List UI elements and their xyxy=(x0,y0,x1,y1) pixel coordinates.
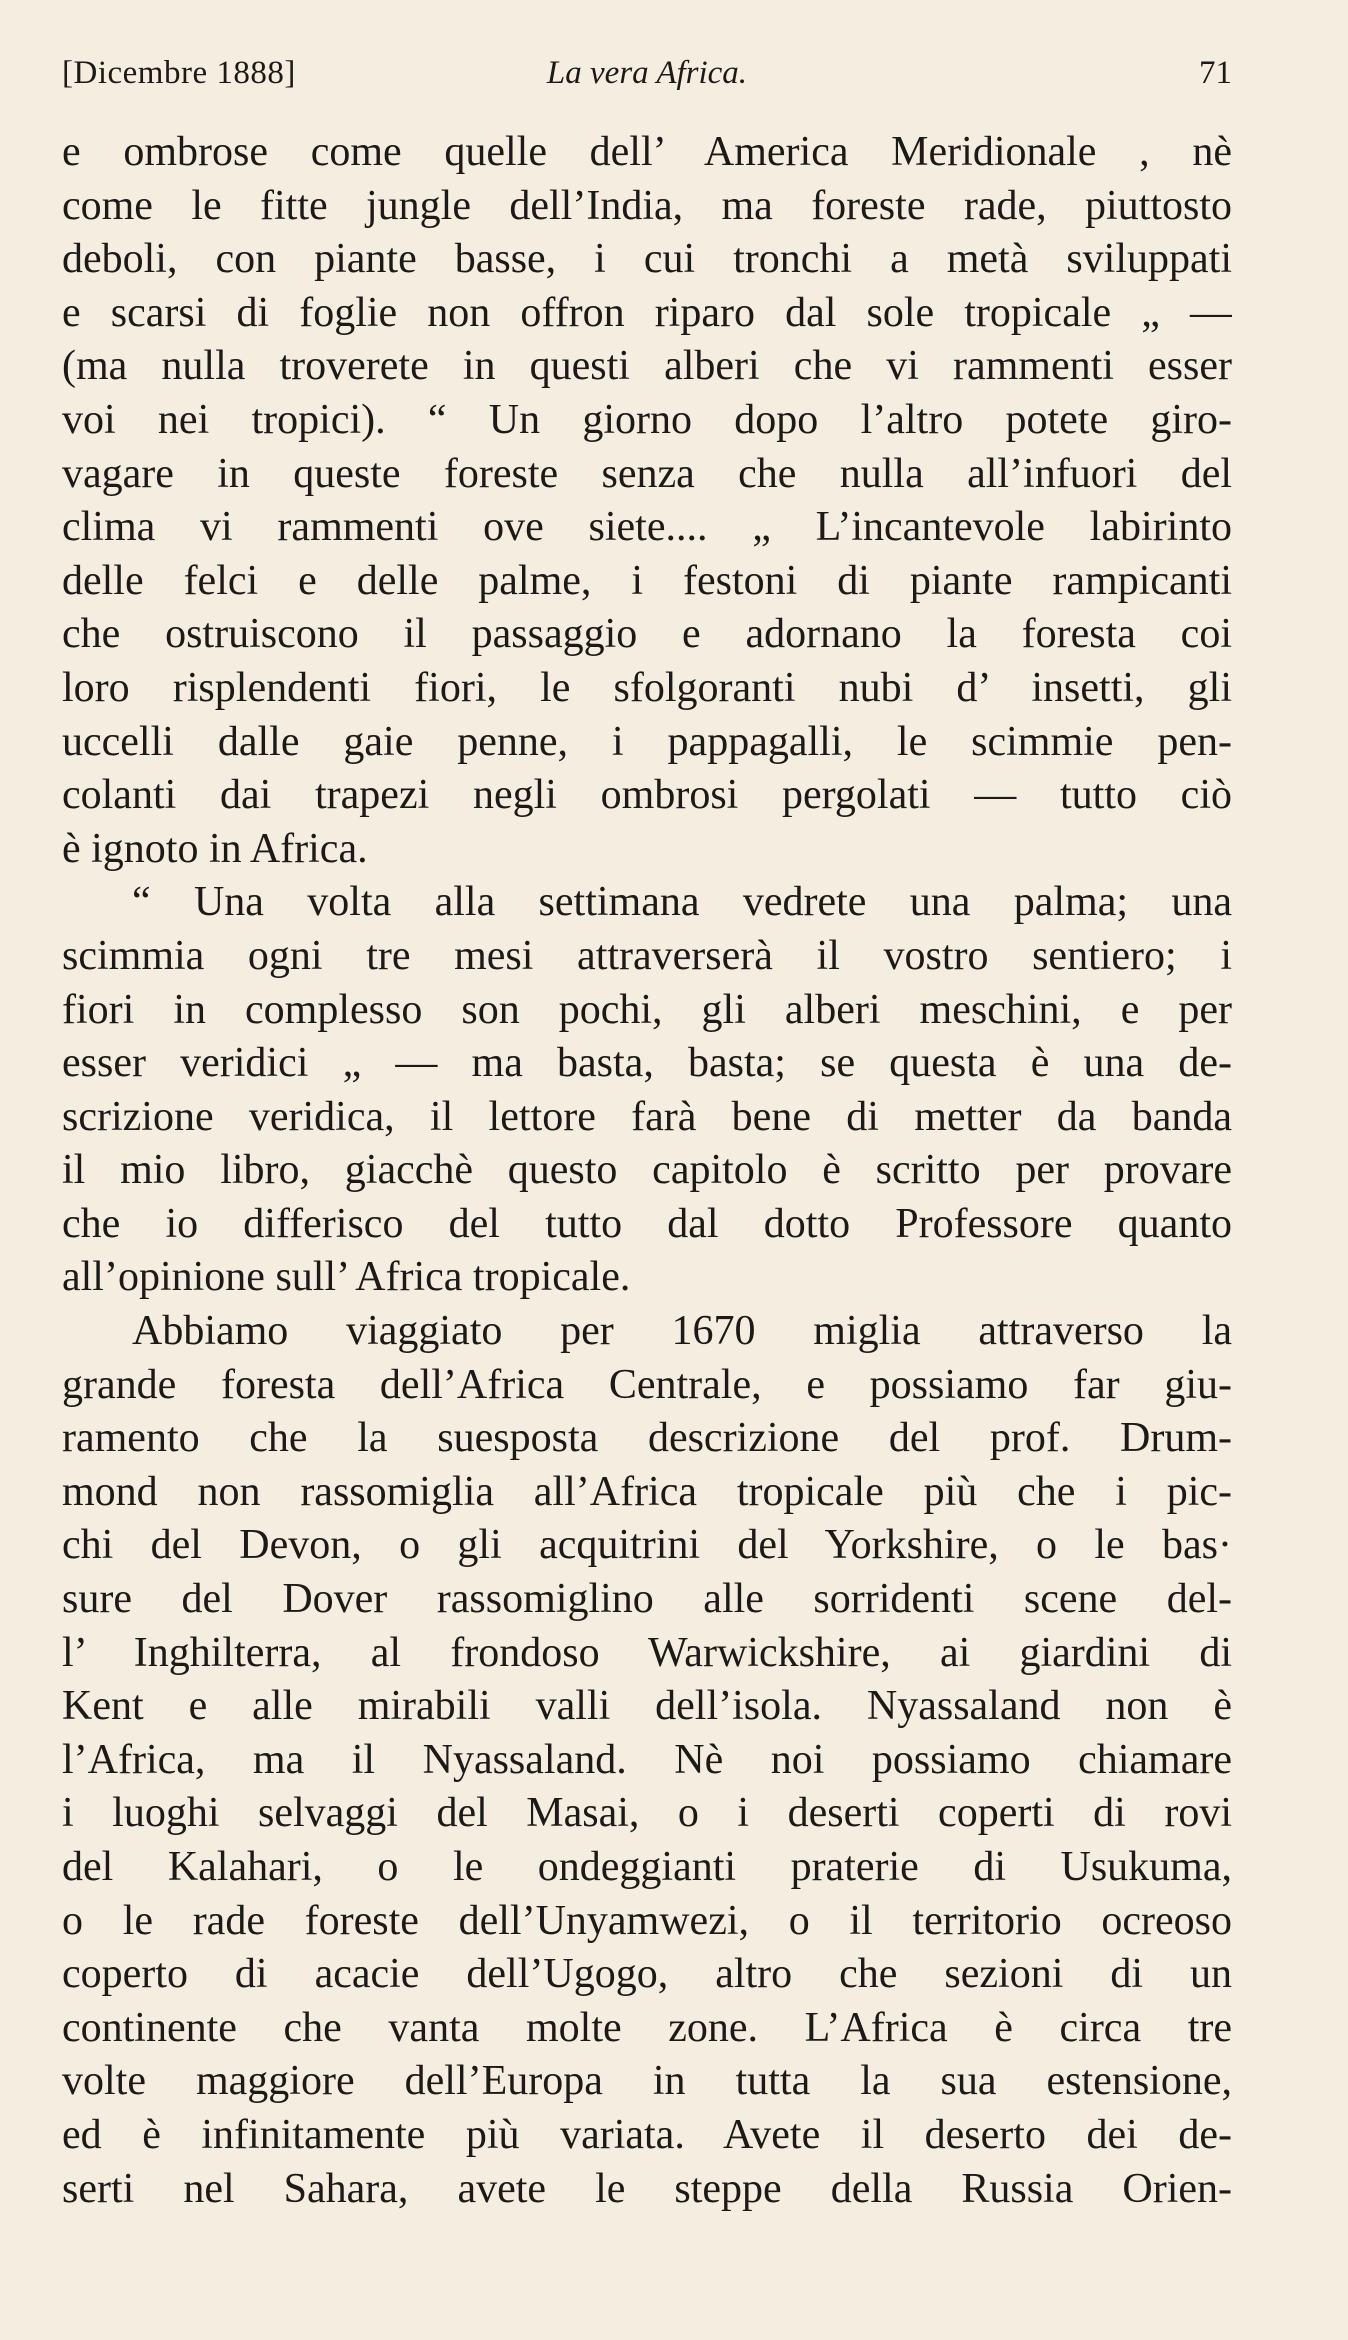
text-line: del Kalahari, o le ondeggianti praterie di Usukuma, xyxy=(62,1844,1232,1890)
book-page xyxy=(62,0,1232,2340)
text-line: i luoghi selvaggi del Masai, o i deserti coperti di rovi xyxy=(62,1790,1232,1837)
text-line: Kent e alle mirabili valli dell’isola. Nyassaland non è xyxy=(62,1683,1232,1730)
text-line: è ignoto in Africa. xyxy=(62,825,368,872)
text-line: e scarsi di foglie non offron riparo dal sole tropicale „ — xyxy=(62,289,1232,336)
text-line: serti nel Sahara, avete le steppe della Russia Orien- xyxy=(62,2165,1232,2212)
text-line: Abbiamo viaggiato per 1670 miglia attraverso la xyxy=(132,1308,1232,1355)
header-date: [Dicembre 1888] xyxy=(62,55,296,91)
text-line: grande foresta dell’Africa Centrale, e possiamo far giu- xyxy=(62,1361,1232,1408)
running-header xyxy=(62,48,1232,98)
text-line: l’Africa, ma il Nyassaland. Nè noi possiamo chiamare xyxy=(62,1736,1232,1783)
text-line: delle felci e delle palme, i festoni di piante rampicanti xyxy=(62,557,1232,604)
text-line: o le rade foreste dell’Unyamwezi, o il territorio ocreoso xyxy=(62,1897,1232,1944)
text-line: esser veridici „ — ma basta, basta; se questa è una de- xyxy=(62,1040,1232,1087)
text-line: coperto di acacie dell’Ugogo, altro che sezioni di un xyxy=(62,1951,1232,1998)
text-line: sure del Dover rassomiglino alle sorridenti scene del- xyxy=(62,1576,1232,1623)
text-line: uccelli dalle gaie penne, i pappagalli, le scimmie pen- xyxy=(62,718,1232,765)
text-line: all’opinione sull’ Africa tropicale. xyxy=(62,1254,631,1301)
text-line: “ Una volta alla settimana vedrete una palma; una xyxy=(132,879,1232,926)
text-line: scrizione veridica, il lettore farà bene di metter da banda xyxy=(62,1093,1232,1140)
text-line: loro risplendenti fiori, le sfolgoranti nubi d’ insetti, gli xyxy=(62,664,1232,711)
text-line: continente che vanta molte zone. L’Africa è circa tre xyxy=(62,2004,1232,2051)
text-line: che ostruiscono il passaggio e adornano la foresta coi xyxy=(62,611,1232,658)
text-line: l’ Inghilterra, al frondoso Warwickshire, ai giardini di xyxy=(62,1629,1232,1676)
text-line: che io differisco del tutto dal dotto Professore quanto xyxy=(62,1200,1232,1247)
text-line: e ombrose come quelle dell’ America Meridionale , nè xyxy=(62,129,1232,175)
text-line: ed è infinitamente più variata. Avete il deserto dei de- xyxy=(62,2111,1232,2158)
text-line: chi del Devon, o gli acquitrini del Yorkshire, o le bas· xyxy=(62,1522,1232,1569)
text-line: colanti dai trapezi negli ombrosi pergolati — tutto ciò xyxy=(62,772,1232,819)
page-number: 71 xyxy=(1199,55,1232,91)
header-title: La vera Africa. xyxy=(546,55,748,91)
text-line: (ma nulla troverete in questi alberi che vi rammenti esser xyxy=(62,343,1232,390)
text-line: il mio libro, giacchè questo capitolo è scritto per provare xyxy=(62,1147,1232,1194)
body-text xyxy=(62,126,1232,2216)
text-line: fiori in complesso son pochi, gli alberi meschini, e per xyxy=(62,986,1232,1033)
text-line: clima vi rammenti ove siete.... „ L’incantevole labirinto xyxy=(62,504,1232,551)
text-line: deboli, con piante basse, i cui tronchi a metà sviluppati xyxy=(62,236,1232,283)
text-line: mond non rassomiglia all’Africa tropicale più che i pic- xyxy=(62,1468,1232,1515)
text-line: voi nei tropici). “ Un giorno dopo l’altro potete giro- xyxy=(62,396,1232,443)
text-line: vagare in queste foreste senza che nulla all’infuori del xyxy=(62,450,1232,497)
text-line: come le fitte jungle dell’India, ma foreste rade, piuttosto xyxy=(62,182,1232,229)
text-line: ramento che la suesposta descrizione del prof. Drum- xyxy=(62,1415,1232,1462)
text-line: volte maggiore dell’Europa in tutta la sua estensione, xyxy=(62,2058,1232,2105)
text-line: scimmia ogni tre mesi attraverserà il vostro sentiero; i xyxy=(62,932,1232,979)
